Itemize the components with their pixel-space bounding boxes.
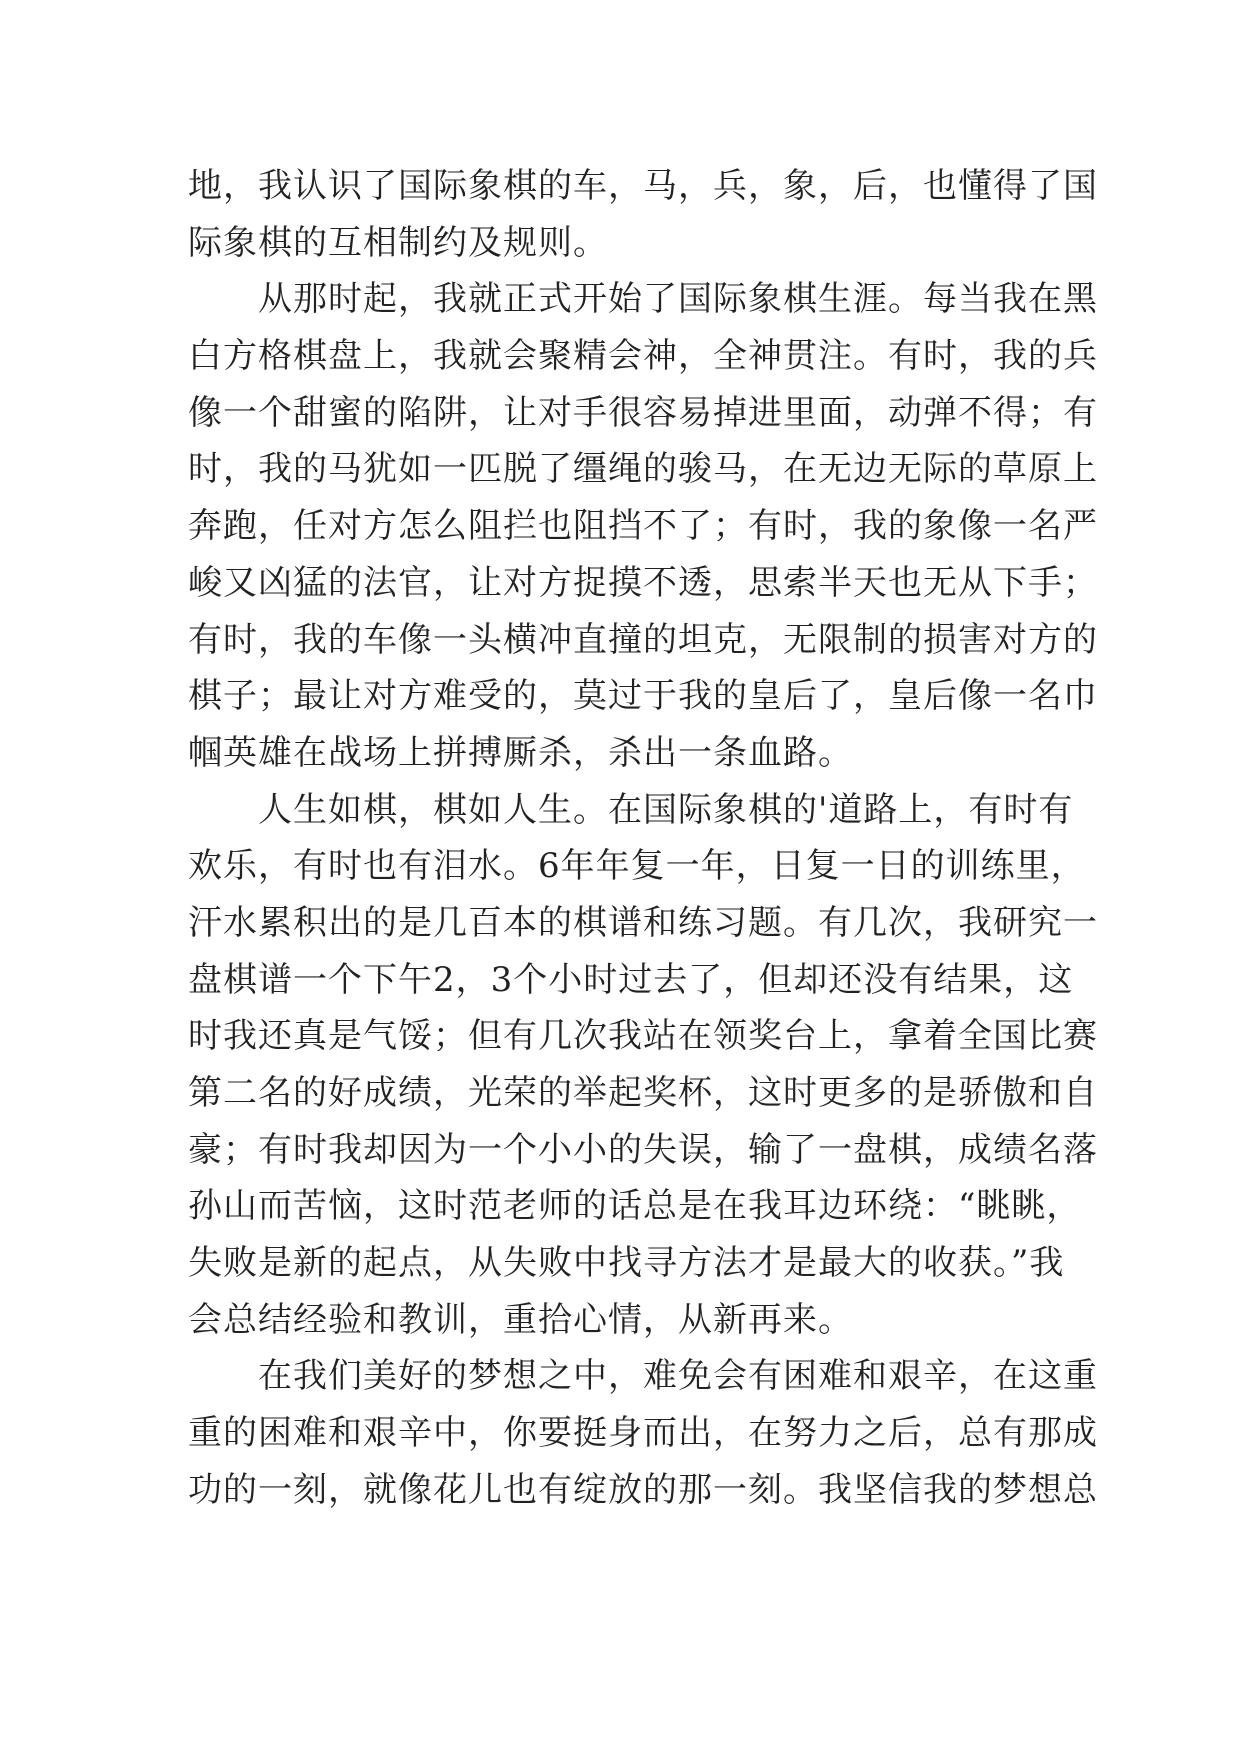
text-line: 有时，我的车像一头横冲直撞的坦克，无限制的损害对方的 [188,619,1098,660]
text-line: 时我还真是气馁；但有几次我站在领奖台上，拿着全国比赛 [188,1016,1098,1057]
text-line: 帼英雄在战场上拼搏厮杀，杀出一条血路。 [188,732,853,773]
text-line: 棋子；最让对方难受的，莫过于我的皇后了，皇后像一名巾 [188,676,1098,717]
text-line: 重的困难和艰辛中，你要挺身而出，在努力之后，总有那成 [188,1413,1098,1454]
text-line: 功的一刻，就像花儿也有绽放的那一刻。我坚信我的梦想总 [188,1469,1098,1510]
text-line: 汗水累积出的是几百本的棋谱和练习题。有几次，我研究一 [188,902,1098,943]
text-line: 从那时起，我就正式开始了国际象棋生涯。每当我在黑 [188,279,1098,320]
text-line: 像一个甜蜜的陷阱，让对手很容易掉进里面，动弹不得；有 [188,392,1098,433]
essay-body [188,158,1098,1519]
text-line: 豪；有时我却因为一个小小的失误，输了一盘棋，成绩名落 [188,1129,1098,1170]
text-line: 第二名的好成绩，光荣的举起奖杯，这时更多的是骄傲和自 [188,1073,1098,1113]
text-line: 地，我认识了国际象棋的车，马，兵，象，后，也懂得了国 [188,166,1098,206]
text-line: 奔跑，任对方怎么阻拦也阻挡不了；有时，我的象像一名严 [188,506,1098,547]
text-line: 时，我的马犹如一匹脱了缰绳的骏马，在无边无际的草原上 [188,449,1098,490]
text-line: 际象棋的互相制约及规则。 [188,222,608,263]
text-line: 峻又凶猛的法官，让对方捉摸不透，思索半天也无从下手； [188,562,1098,603]
text-line: 人生如棋，棋如人生。在国际象棋的'道路上，有时有 [188,789,1074,830]
text-line: 白方格棋盘上，我就会聚精会神，全神贯注。有时，我的兵 [188,336,1098,377]
text-line: 会总结经验和教训，重拾心情，从新再来。 [188,1299,853,1340]
text-line: 失败是新的起点，从失败中找寻方法才是最大的收获。”我 [188,1243,1065,1284]
text-line: 在我们美好的梦想之中，难免会有困难和艰辛，在这重 [188,1356,1098,1397]
text-line: 欢乐，有时也有泪水。6年年复一年，日复一日的训练里， [188,846,1086,887]
text-line: 盘棋谱一个下午2，3个小时过去了，但却还没有结果，这 [188,959,1074,1000]
text-line: 孙山而苦恼，这时范老师的话总是在我耳边环绕：“眺眺， [188,1186,1082,1227]
